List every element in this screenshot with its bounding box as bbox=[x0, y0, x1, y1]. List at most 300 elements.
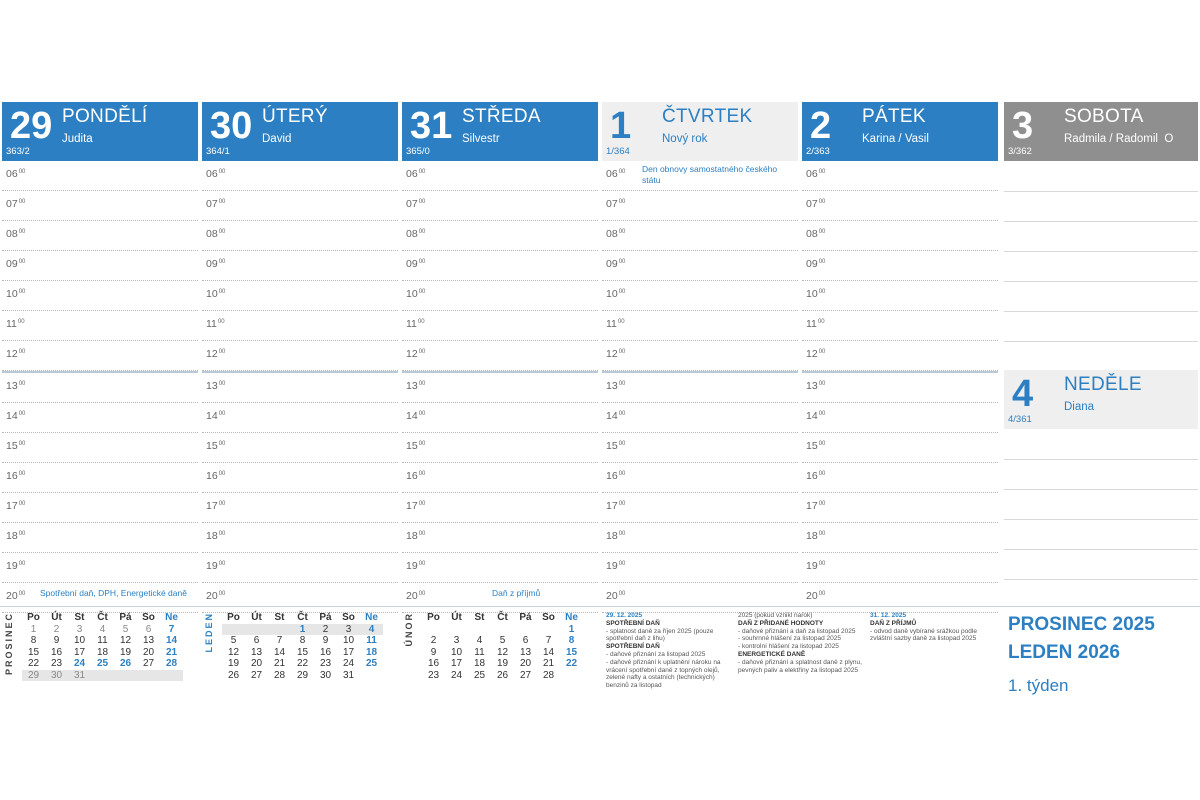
hour-slot[interactable] bbox=[402, 191, 598, 221]
day-cell[interactable]: 11 bbox=[97, 635, 108, 646]
slot[interactable] bbox=[1004, 490, 1198, 520]
day-cell[interactable]: 19 bbox=[496, 658, 509, 669]
day-count: 3/362 bbox=[1008, 146, 1032, 157]
day-cell[interactable]: 26 bbox=[227, 669, 240, 681]
hour-label: $07^{00}$ bbox=[406, 198, 426, 210]
day-cell[interactable]: 5 bbox=[230, 635, 237, 646]
day-cell[interactable]: 21 bbox=[542, 658, 555, 669]
day-cell[interactable]: 2 bbox=[53, 623, 60, 635]
day-cell[interactable] bbox=[245, 624, 268, 636]
hour-label: $08^{00}$ bbox=[606, 228, 626, 240]
day-name: STŘEDA bbox=[462, 106, 541, 127]
hour-slot[interactable] bbox=[602, 251, 798, 281]
day-count: 363/2 bbox=[6, 146, 30, 157]
hour-label: $06^{00}$ bbox=[606, 168, 626, 180]
hour-slot[interactable] bbox=[402, 433, 598, 463]
hour-slot[interactable] bbox=[2, 523, 198, 553]
day-nameday: Diana bbox=[1064, 401, 1095, 413]
day-cell[interactable]: 5 bbox=[122, 623, 129, 635]
hour-slot[interactable] bbox=[602, 583, 798, 613]
day-cell[interactable]: 24 bbox=[73, 658, 86, 669]
day-nameday: Karina / Vasil bbox=[862, 133, 929, 145]
hour-label: $18^{00}$ bbox=[206, 530, 226, 542]
day-cell[interactable]: 16 bbox=[50, 646, 63, 658]
hour-slot[interactable] bbox=[202, 311, 398, 341]
day-cell[interactable]: 24 bbox=[342, 658, 355, 669]
day-column bbox=[2, 102, 198, 613]
hour-slot[interactable] bbox=[2, 341, 198, 371]
tax-note-wednesday: Daň z příjmů bbox=[492, 588, 541, 598]
day-cell[interactable]: 19 bbox=[227, 658, 240, 669]
hour-slot[interactable] bbox=[402, 161, 598, 191]
hour-label: $08^{00}$ bbox=[406, 228, 426, 240]
hour-label: $15^{00}$ bbox=[206, 440, 226, 452]
day-cell[interactable]: 2 bbox=[430, 635, 437, 646]
day-cell[interactable] bbox=[445, 624, 468, 636]
day-cell[interactable]: 21 bbox=[273, 658, 286, 669]
tax-line: - splatnost daně za říjen 2025 (pouze spotřební daň z lihu) bbox=[606, 627, 714, 643]
hour-slot[interactable] bbox=[802, 191, 998, 221]
hour-slot[interactable] bbox=[202, 161, 398, 191]
hour-slot[interactable] bbox=[202, 523, 398, 553]
hour-slot[interactable] bbox=[802, 493, 998, 523]
tax-heading: DAŇ Z PŘÍJMŮ bbox=[870, 619, 917, 627]
hour-label: $13^{00}$ bbox=[6, 380, 26, 392]
slot[interactable] bbox=[1004, 580, 1198, 609]
day-count: 2/363 bbox=[806, 146, 830, 157]
day-cell[interactable]: 28 bbox=[165, 658, 178, 669]
day-cell[interactable] bbox=[491, 624, 514, 636]
day-cell[interactable]: 13 bbox=[250, 646, 263, 658]
weekday-header: So bbox=[142, 612, 155, 623]
hour-slot[interactable] bbox=[802, 553, 998, 583]
hour-label: $08^{00}$ bbox=[6, 228, 26, 240]
hour-slot[interactable] bbox=[2, 281, 198, 311]
day-cell[interactable]: 14 bbox=[542, 646, 555, 658]
day-cell[interactable]: 3 bbox=[453, 635, 460, 646]
day-cell[interactable]: 20 bbox=[250, 658, 263, 669]
day-cell[interactable]: 18 bbox=[96, 646, 109, 658]
slot[interactable] bbox=[1004, 252, 1198, 282]
day-cell[interactable]: 25 bbox=[96, 658, 109, 669]
hour-label: $19^{00}$ bbox=[206, 560, 226, 572]
saturday-slots bbox=[1004, 162, 1198, 371]
week-label: 1. týden bbox=[1008, 676, 1069, 695]
hour-slot[interactable] bbox=[602, 403, 798, 433]
day-number: 1 bbox=[610, 105, 632, 147]
day-count: 365/0 bbox=[406, 146, 430, 157]
day-cell[interactable] bbox=[91, 670, 114, 682]
hour-slot[interactable] bbox=[2, 493, 198, 523]
day-cell[interactable]: 8 bbox=[568, 635, 575, 646]
hour-slot[interactable] bbox=[402, 553, 598, 583]
hour-slot[interactable] bbox=[202, 371, 398, 403]
weekday-header: Út bbox=[251, 612, 262, 623]
hour-slot[interactable] bbox=[602, 221, 798, 251]
hour-label: $15^{00}$ bbox=[406, 440, 426, 452]
hour-slot[interactable] bbox=[602, 281, 798, 311]
hour-slot[interactable] bbox=[602, 191, 798, 221]
hour-slot[interactable] bbox=[802, 433, 998, 463]
day-cell[interactable]: 3 bbox=[337, 624, 360, 636]
hour-slot[interactable] bbox=[402, 493, 598, 523]
hour-slot[interactable] bbox=[802, 251, 998, 281]
hour-slot[interactable] bbox=[2, 553, 198, 583]
day-cell[interactable]: 10 bbox=[450, 646, 463, 658]
day-cell[interactable] bbox=[222, 624, 245, 636]
weekday-header: Pá bbox=[319, 612, 332, 623]
day-cell[interactable] bbox=[160, 670, 183, 682]
day-name: ČTVRTEK bbox=[662, 106, 753, 127]
day-cell[interactable]: 7 bbox=[168, 623, 175, 635]
day-cell[interactable]: 29 bbox=[296, 669, 309, 681]
weekday-header: Po bbox=[427, 612, 440, 623]
weekday-header: Ne bbox=[165, 612, 178, 623]
day-cell[interactable]: 9 bbox=[53, 635, 60, 646]
tax-heading: SPOTŘEBNÍ DAŇ bbox=[606, 619, 660, 627]
day-cell[interactable]: 8 bbox=[299, 635, 306, 646]
weekday-header: Po bbox=[27, 612, 40, 623]
day-cell[interactable] bbox=[468, 624, 491, 636]
day-cell[interactable] bbox=[560, 670, 583, 682]
month-title-1: PROSINEC 2025 bbox=[1008, 614, 1155, 635]
day-cell[interactable]: 4 bbox=[360, 624, 383, 636]
day-cell[interactable]: 7 bbox=[276, 635, 283, 646]
day-count: 4/361 bbox=[1008, 414, 1032, 425]
day-cell[interactable]: 27 bbox=[142, 658, 155, 669]
slot[interactable] bbox=[1004, 282, 1198, 312]
hour-slot[interactable] bbox=[802, 583, 998, 613]
weekday-header: Pá bbox=[119, 612, 132, 623]
hour-slot[interactable] bbox=[602, 433, 798, 463]
day-cell[interactable]: 19 bbox=[119, 646, 132, 658]
month-label: LEDEN bbox=[204, 612, 214, 653]
day-cell[interactable]: 1 bbox=[30, 623, 37, 635]
hour-label: $12^{00}$ bbox=[406, 348, 426, 360]
minicalendar-table bbox=[222, 612, 383, 681]
day-cell[interactable]: 7 bbox=[545, 635, 552, 646]
day-cell[interactable]: 9 bbox=[322, 635, 329, 646]
day-cell[interactable]: 1 bbox=[568, 623, 575, 635]
day-cell[interactable]: 13 bbox=[519, 646, 532, 658]
day-header bbox=[2, 102, 198, 161]
hour-label: $15^{00}$ bbox=[806, 440, 826, 452]
hour-slot[interactable] bbox=[2, 221, 198, 251]
hour-label: $13^{00}$ bbox=[206, 380, 226, 392]
hour-label: $07^{00}$ bbox=[606, 198, 626, 210]
month-label: PROSINEC bbox=[4, 612, 14, 676]
hour-label: $12^{00}$ bbox=[6, 348, 26, 360]
day-cell[interactable] bbox=[114, 670, 137, 682]
day-cell[interactable]: 11 bbox=[474, 646, 485, 658]
hour-slot[interactable] bbox=[402, 403, 598, 433]
day-cell[interactable]: 30 bbox=[319, 669, 332, 681]
hour-slots bbox=[602, 161, 798, 613]
hour-slot[interactable] bbox=[2, 311, 198, 341]
day-cell[interactable]: 25 bbox=[473, 669, 486, 681]
day-cell[interactable]: 2 bbox=[314, 624, 337, 636]
hour-label: $13^{00}$ bbox=[406, 380, 426, 392]
day-cell[interactable]: 17 bbox=[342, 646, 355, 658]
weekday-header: Pá bbox=[519, 612, 532, 623]
hour-label: $10^{00}$ bbox=[206, 288, 226, 300]
day-column-saturday bbox=[1004, 102, 1198, 161]
day-nameday: Radmila / Radomil O bbox=[1064, 133, 1174, 145]
day-cell[interactable]: 3 bbox=[76, 623, 83, 635]
hour-label: $19^{00}$ bbox=[6, 560, 26, 572]
day-cell[interactable]: 31 bbox=[342, 669, 355, 681]
weekday-header: St bbox=[474, 612, 485, 623]
weekday-header: St bbox=[274, 612, 285, 623]
day-cell[interactable]: 30 bbox=[45, 670, 68, 682]
hour-label: $19^{00}$ bbox=[606, 560, 626, 572]
day-cell[interactable]: 31 bbox=[68, 670, 91, 682]
day-cell[interactable]: 23 bbox=[319, 658, 332, 669]
hour-slot[interactable] bbox=[2, 251, 198, 281]
hour-label: $16^{00}$ bbox=[406, 470, 426, 482]
day-header bbox=[602, 102, 798, 161]
tax-line: - daňové přiznání a daň za listopad 2025 bbox=[738, 627, 856, 635]
day-number: 29 bbox=[10, 105, 53, 147]
day-cell[interactable]: 12 bbox=[496, 646, 509, 658]
slot[interactable] bbox=[1004, 430, 1198, 460]
hour-label: $18^{00}$ bbox=[806, 530, 826, 542]
day-cell[interactable]: 16 bbox=[319, 646, 332, 658]
weekday-header: St bbox=[74, 612, 85, 623]
hour-slot[interactable] bbox=[2, 161, 198, 191]
hour-slot[interactable] bbox=[802, 523, 998, 553]
slot[interactable] bbox=[1004, 162, 1198, 192]
hour-slot[interactable] bbox=[602, 463, 798, 493]
nameday-mark: O bbox=[1164, 133, 1174, 145]
hour-slot[interactable] bbox=[802, 371, 998, 403]
hour-label: $10^{00}$ bbox=[606, 288, 626, 300]
slot[interactable] bbox=[1004, 460, 1198, 490]
day-cell[interactable]: 6 bbox=[145, 623, 152, 635]
hour-slot[interactable] bbox=[802, 403, 998, 433]
hour-label: $17^{00}$ bbox=[206, 500, 226, 512]
hour-slot[interactable] bbox=[802, 311, 998, 341]
day-cell[interactable]: 6 bbox=[253, 635, 260, 646]
tax-date: 31. 12. 2025 bbox=[870, 612, 907, 619]
day-cell[interactable]: 21 bbox=[165, 646, 178, 658]
hour-slot[interactable] bbox=[2, 403, 198, 433]
day-cell[interactable]: 8 bbox=[30, 635, 37, 646]
hour-slot[interactable] bbox=[2, 463, 198, 493]
hour-slot[interactable] bbox=[602, 553, 798, 583]
day-cell[interactable]: 20 bbox=[519, 658, 532, 669]
day-cell[interactable] bbox=[537, 624, 560, 636]
hour-slot[interactable] bbox=[802, 463, 998, 493]
day-cell[interactable] bbox=[360, 670, 383, 682]
hour-slot[interactable] bbox=[402, 341, 598, 371]
day-name: NEDĚLE bbox=[1064, 374, 1142, 395]
hour-slot[interactable] bbox=[402, 311, 598, 341]
hour-slot[interactable] bbox=[202, 553, 398, 583]
day-cell[interactable]: 15 bbox=[565, 646, 578, 658]
hour-label: $06^{00}$ bbox=[6, 168, 26, 180]
hour-slot[interactable] bbox=[802, 281, 998, 311]
hour-slot[interactable] bbox=[2, 191, 198, 221]
day-cell[interactable]: 23 bbox=[427, 669, 440, 681]
hour-slot[interactable] bbox=[402, 523, 598, 553]
day-cell[interactable]: 17 bbox=[450, 658, 463, 669]
slot[interactable] bbox=[1004, 222, 1198, 252]
hour-label: $14^{00}$ bbox=[206, 410, 226, 422]
day-cell[interactable]: 18 bbox=[473, 658, 486, 669]
tax-heading: DAŇ Z PŘIDANÉ HODNOTY bbox=[738, 619, 824, 627]
day-column bbox=[802, 102, 998, 613]
hour-label: $13^{00}$ bbox=[806, 380, 826, 392]
slot[interactable] bbox=[1004, 520, 1198, 550]
tax-line: 2025 (pokud vznikl nárok) bbox=[738, 612, 813, 619]
day-cell[interactable] bbox=[514, 624, 537, 636]
bottom-divider bbox=[0, 606, 1200, 607]
weekday-header: Út bbox=[51, 612, 62, 623]
hour-slot[interactable] bbox=[202, 463, 398, 493]
weekday-header: Čt bbox=[297, 612, 308, 623]
day-cell[interactable]: 16 bbox=[427, 658, 440, 669]
hour-slot[interactable] bbox=[202, 341, 398, 371]
hour-slot[interactable] bbox=[202, 191, 398, 221]
day-cell[interactable]: 28 bbox=[273, 669, 286, 681]
slot[interactable] bbox=[1004, 312, 1198, 342]
day-name: PÁTEK bbox=[862, 106, 926, 127]
day-cell[interactable]: 24 bbox=[450, 669, 463, 681]
day-cell[interactable]: 22 bbox=[296, 658, 309, 669]
day-cell[interactable]: 27 bbox=[250, 669, 263, 681]
hour-slots bbox=[2, 161, 198, 613]
hour-label: $06^{00}$ bbox=[406, 168, 426, 180]
hour-label: $16^{00}$ bbox=[606, 470, 626, 482]
hour-label: $20^{00}$ bbox=[606, 590, 626, 602]
day-cell[interactable]: 22 bbox=[565, 658, 578, 669]
day-cell[interactable]: 22 bbox=[27, 658, 40, 669]
slot[interactable] bbox=[1004, 550, 1198, 580]
day-cell[interactable]: 26 bbox=[119, 658, 132, 669]
hour-slot[interactable] bbox=[402, 463, 598, 493]
day-cell[interactable]: 26 bbox=[496, 669, 509, 681]
hour-slot[interactable] bbox=[202, 433, 398, 463]
day-cell[interactable]: 10 bbox=[342, 635, 355, 646]
hour-label: $18^{00}$ bbox=[6, 530, 26, 542]
day-cell[interactable]: 11 bbox=[366, 635, 377, 646]
day-nameday: Judita bbox=[62, 133, 93, 145]
day-cell[interactable]: 27 bbox=[519, 669, 532, 681]
day-cell[interactable]: 12 bbox=[119, 635, 132, 646]
hour-slot[interactable] bbox=[602, 341, 798, 371]
day-cell[interactable] bbox=[268, 624, 291, 636]
weekday-header: Po bbox=[227, 612, 240, 623]
hour-label: $09^{00}$ bbox=[6, 258, 26, 270]
hour-slot[interactable] bbox=[2, 371, 198, 403]
hour-slot[interactable] bbox=[402, 221, 598, 251]
hour-slot[interactable] bbox=[602, 311, 798, 341]
slot[interactable] bbox=[1004, 192, 1198, 222]
hour-slot[interactable] bbox=[202, 281, 398, 311]
day-cell[interactable]: 14 bbox=[273, 646, 286, 658]
hour-slot[interactable] bbox=[202, 403, 398, 433]
hour-slot[interactable] bbox=[802, 161, 998, 191]
day-number: 31 bbox=[410, 105, 453, 147]
hour-label: $20^{00}$ bbox=[206, 590, 226, 602]
hour-label: $09^{00}$ bbox=[206, 258, 226, 270]
day-cell[interactable]: 23 bbox=[50, 658, 63, 669]
hour-slot[interactable] bbox=[402, 251, 598, 281]
hour-label: $07^{00}$ bbox=[206, 198, 226, 210]
weekday-header: Út bbox=[451, 612, 462, 623]
hour-label: $20^{00}$ bbox=[6, 590, 26, 602]
hour-label: $12^{00}$ bbox=[206, 348, 226, 360]
day-cell[interactable]: 4 bbox=[99, 623, 106, 635]
day-header bbox=[202, 102, 398, 161]
month-title-2: LEDEN 2026 bbox=[1008, 642, 1120, 663]
hour-slot[interactable] bbox=[402, 371, 598, 403]
tax-line: - odvod daně vybírané srážkou podle zvláštní sazby daně za listopad 2025 bbox=[870, 627, 977, 643]
hour-slot[interactable] bbox=[202, 251, 398, 281]
day-cell[interactable]: 28 bbox=[542, 669, 555, 681]
day-cell[interactable]: 4 bbox=[476, 635, 483, 646]
hour-label: $16^{00}$ bbox=[6, 470, 26, 482]
hour-slot[interactable] bbox=[602, 371, 798, 403]
hour-slot[interactable] bbox=[202, 221, 398, 251]
day-cell[interactable]: 9 bbox=[430, 646, 437, 658]
hour-slot[interactable] bbox=[802, 221, 998, 251]
hour-slot[interactable] bbox=[202, 493, 398, 523]
day-cell[interactable] bbox=[422, 624, 445, 636]
day-cell[interactable]: 14 bbox=[165, 635, 178, 646]
day-cell[interactable]: 25 bbox=[365, 658, 378, 669]
hour-slot[interactable] bbox=[202, 583, 398, 613]
day-cell[interactable]: 18 bbox=[365, 646, 378, 658]
day-cell[interactable]: 13 bbox=[142, 635, 155, 646]
day-cell[interactable] bbox=[137, 670, 160, 682]
slot[interactable] bbox=[1004, 342, 1198, 371]
day-cell[interactable]: 17 bbox=[73, 646, 86, 658]
hour-slots bbox=[202, 161, 398, 613]
tax-line: - kontrolní hlášení za listopad 2025 bbox=[738, 643, 839, 651]
hour-label: $12^{00}$ bbox=[806, 348, 826, 360]
day-cell[interactable]: 15 bbox=[27, 646, 40, 658]
hour-label: $10^{00}$ bbox=[6, 288, 26, 300]
hour-label: $14^{00}$ bbox=[806, 410, 826, 422]
hour-label: $14^{00}$ bbox=[606, 410, 626, 422]
hour-label: $19^{00}$ bbox=[806, 560, 826, 572]
hour-label: $20^{00}$ bbox=[806, 590, 826, 602]
hour-label: $08^{00}$ bbox=[206, 228, 226, 240]
day-cell[interactable]: 12 bbox=[227, 646, 240, 658]
hour-slot[interactable] bbox=[602, 493, 798, 523]
day-cell[interactable]: 1 bbox=[291, 624, 314, 636]
day-count: 1/364 bbox=[606, 146, 630, 157]
day-cell[interactable]: 5 bbox=[499, 635, 506, 646]
day-cell[interactable]: 15 bbox=[296, 646, 309, 658]
day-count: 364/1 bbox=[206, 146, 230, 157]
day-cell[interactable]: 10 bbox=[73, 635, 86, 646]
weekday-header: Čt bbox=[97, 612, 108, 623]
tax-line: - daňové přiznání k uplatnění nároku na vrácení spotřební daně z topných olejů, zelené nafty a ostatních (technických) benzinů za listopad bbox=[606, 658, 721, 690]
hour-slot[interactable] bbox=[402, 281, 598, 311]
hour-slot[interactable] bbox=[2, 433, 198, 463]
day-nameday: Silvestr bbox=[462, 133, 500, 145]
day-number: 2 bbox=[810, 105, 832, 147]
hour-slot[interactable] bbox=[802, 341, 998, 371]
day-cell[interactable]: 6 bbox=[522, 635, 529, 646]
hour-label: $06^{00}$ bbox=[206, 168, 226, 180]
hour-slot[interactable] bbox=[602, 523, 798, 553]
day-cell[interactable]: 29 bbox=[22, 670, 45, 682]
day-cell[interactable]: 20 bbox=[142, 646, 155, 658]
